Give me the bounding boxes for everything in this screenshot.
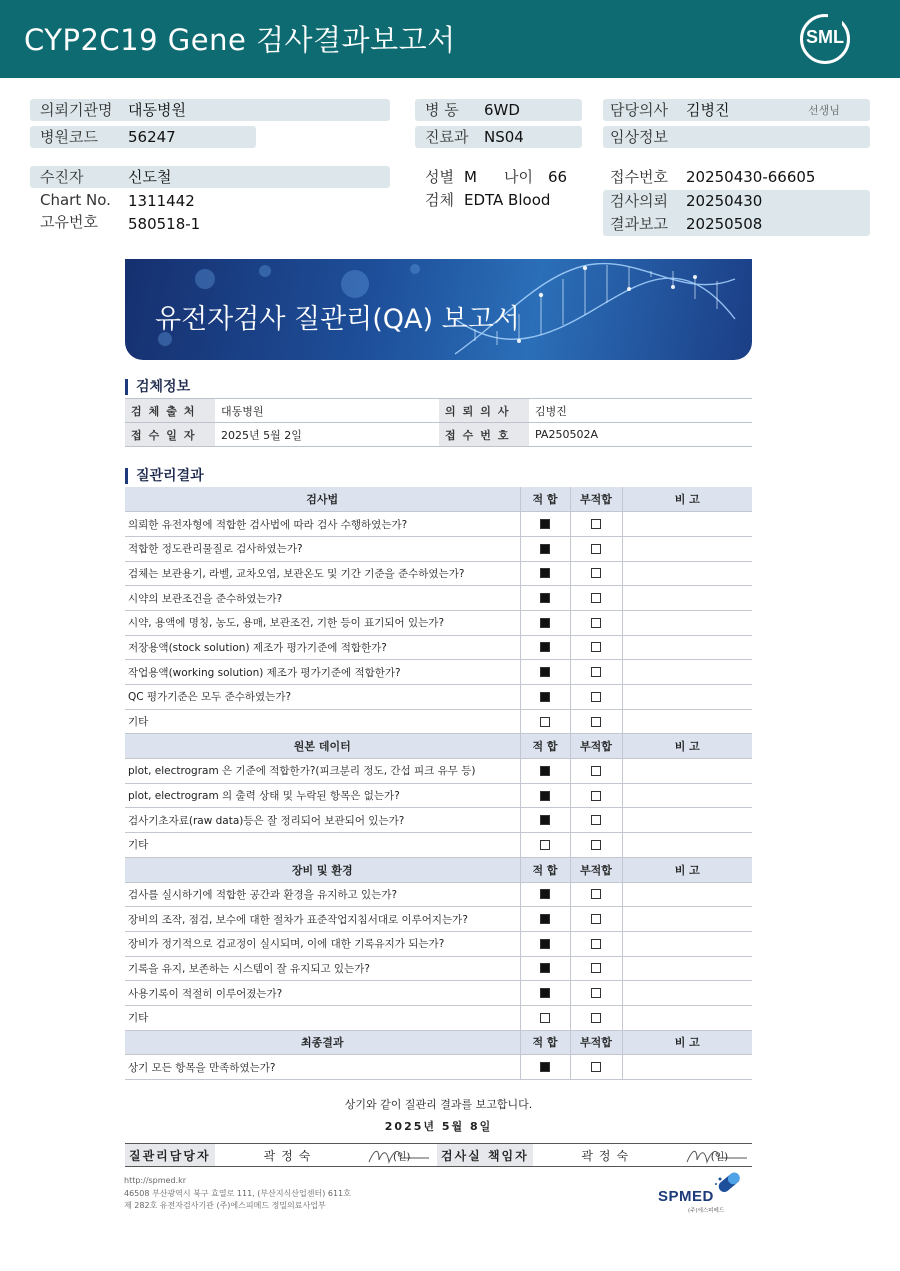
fail-checkbox[interactable]: [591, 544, 601, 554]
qa-note-cell: [622, 561, 752, 586]
pass-checkbox[interactable]: [540, 1062, 550, 1072]
table-row: [125, 536, 752, 561]
qa-note-cell: [622, 512, 752, 537]
qa-note-cell: [622, 1055, 752, 1080]
request-date-value: 20250430: [686, 192, 763, 210]
fail-checkbox[interactable]: [591, 988, 601, 998]
qa-note-cell: [622, 685, 752, 710]
qa-item-text: 기타: [125, 833, 520, 858]
qc-seal: (인): [393, 1152, 411, 1163]
qa-group-title: 검사법: [125, 487, 520, 512]
patient-name-label: 수진자: [40, 168, 84, 186]
footer: [124, 1175, 351, 1213]
institution-label: 의뢰기관명: [40, 101, 113, 119]
fail-checkbox[interactable]: [591, 593, 601, 603]
ward-value: 6WD: [484, 101, 520, 119]
sex-value: M: [464, 168, 477, 186]
qc-manager-name: 곽정숙: [215, 1144, 365, 1167]
doctor-suffix: 선생님: [808, 104, 840, 117]
pass-checkbox[interactable]: [540, 519, 550, 529]
qa-note-cell: [622, 931, 752, 956]
qa-note-cell: [622, 536, 752, 561]
requester-value: 김병진: [529, 399, 752, 423]
lab-seal: (인): [710, 1152, 729, 1163]
qa-group-header: [125, 857, 752, 882]
col-fail-header: 부적합: [570, 734, 622, 759]
statement-date: 2025년 5월 8일: [384, 1120, 493, 1133]
dept-label: 진료과: [425, 128, 469, 146]
pass-checkbox[interactable]: [540, 568, 550, 578]
unique-id-label: 고유번호: [40, 213, 98, 231]
spmed-logo-text: SPMED: [658, 1188, 714, 1205]
qa-note-cell: [622, 660, 752, 685]
fail-checkbox[interactable]: [591, 568, 601, 578]
qa-note-cell: [622, 709, 752, 734]
qa-group-title: 최종결과: [125, 1030, 520, 1055]
received-label: 접수일자: [125, 423, 215, 447]
hospital-code-value: 56247: [128, 128, 176, 146]
pass-checkbox[interactable]: [540, 544, 550, 554]
pass-checkbox[interactable]: [540, 939, 550, 949]
requester-label: 의뢰의사: [439, 399, 529, 423]
table-row: [125, 709, 752, 734]
pass-checkbox[interactable]: [540, 914, 550, 924]
table-row: [125, 610, 752, 635]
signature-table: [125, 1143, 752, 1167]
patient-name-value: 신도철: [128, 168, 172, 186]
qa-note-cell: [622, 783, 752, 808]
col-pass-header: 적 합: [520, 1030, 570, 1055]
qa-note-cell: [622, 981, 752, 1006]
number-value: PA250502A: [529, 423, 752, 447]
qa-note-cell: [622, 956, 752, 981]
qa-note-cell: [622, 610, 752, 635]
table-row: [125, 512, 752, 537]
sex-label: 성별: [425, 168, 454, 186]
receipt-no-value: 20250430-66605: [686, 168, 816, 186]
table-row: [125, 423, 752, 447]
fail-checkbox[interactable]: [591, 815, 601, 825]
table-row: [125, 956, 752, 981]
sml-logo: [800, 14, 850, 64]
table-row: [125, 561, 752, 586]
spmed-logo-sub: (주)에스피메드: [688, 1208, 725, 1214]
col-note-header: 비 고: [622, 734, 752, 759]
qa-item-text: 기록을 유지, 보존하는 시스템이 잘 유지되고 있는가?: [125, 956, 520, 981]
pass-checkbox[interactable]: [540, 766, 550, 776]
fail-checkbox[interactable]: [591, 642, 601, 652]
pass-checkbox[interactable]: [540, 840, 550, 850]
qa-note-cell: [622, 808, 752, 833]
qa-note-cell: [622, 1005, 752, 1030]
source-value: 대동병원: [215, 399, 439, 423]
qa-item-text: 기타: [125, 1005, 520, 1030]
fail-checkbox[interactable]: [591, 840, 601, 850]
fail-checkbox[interactable]: [591, 766, 601, 776]
qa-item-text: 사용기록이 적절히 이루어졌는가?: [125, 981, 520, 1006]
qa-note-cell: [622, 586, 752, 611]
qa-note-cell: [622, 635, 752, 660]
table-row: [125, 833, 752, 858]
footer-address: 46508 부산광역시 북구 효열로 111, (부산지식산업센터) 611호: [124, 1188, 351, 1198]
qa-group-header: [125, 734, 752, 759]
col-note-header: 비 고: [622, 857, 752, 882]
table-row: [125, 981, 752, 1006]
pass-checkbox[interactable]: [540, 963, 550, 973]
table-row: [125, 907, 752, 932]
table-row: [125, 931, 752, 956]
qa-item-text: 기타: [125, 709, 520, 734]
report-date-value: 20250508: [686, 215, 763, 233]
fail-checkbox[interactable]: [591, 519, 601, 529]
qa-item-text: plot, electrogram 의 출력 상태 및 누락된 항목은 없는가?: [125, 783, 520, 808]
fail-checkbox[interactable]: [591, 667, 601, 677]
table-row: [125, 586, 752, 611]
qa-item-text: 적합한 정도관리물질로 검사하였는가?: [125, 536, 520, 561]
fail-checkbox[interactable]: [591, 963, 601, 973]
col-note-header: 비 고: [622, 487, 752, 512]
qc-manager-label: 질관리담당자: [125, 1144, 215, 1167]
pass-checkbox[interactable]: [540, 667, 550, 677]
dept-value: NS04: [484, 128, 524, 146]
received-value: 2025년 5월 2일: [215, 423, 439, 447]
receipt-no-label: 접수번호: [610, 168, 668, 186]
pass-checkbox[interactable]: [540, 618, 550, 628]
qa-results-table: [125, 487, 752, 1080]
qa-item-text: 의뢰한 유전자형에 적합한 검사법에 따라 검사 수행하였는가?: [125, 512, 520, 537]
fail-checkbox[interactable]: [591, 791, 601, 801]
fail-checkbox[interactable]: [591, 692, 601, 702]
qa-group-title: 장비 및 환경: [125, 857, 520, 882]
table-row: [125, 685, 752, 710]
qa-banner: [125, 259, 752, 360]
report-header: [0, 0, 900, 78]
pass-checkbox[interactable]: [540, 791, 550, 801]
report-statement: 상기와 같이 질관리 결과를 보고합니다.: [344, 1098, 533, 1111]
clinical-info-label: 임상정보: [610, 128, 668, 146]
age-value: 66: [548, 168, 568, 186]
report-date-label: 결과보고: [610, 215, 668, 233]
qa-note-cell: [622, 833, 752, 858]
qa-item-text: 검사기초자료(raw data)등은 잘 정리되어 보관되어 있는가?: [125, 808, 520, 833]
qa-item-text: 장비의 조작, 점검, 보수에 대한 절차가 표준작업지침서대로 이루어지는가?: [125, 907, 520, 932]
qa-item-text: 작업용액(working solution) 제조가 평가기준에 적합한가?: [125, 660, 520, 685]
qa-item-text: 장비가 정기적으로 검교정이 실시되며, 이에 대한 기록유지가 되는가?: [125, 931, 520, 956]
ward-label: 병 동: [425, 101, 459, 119]
specimen-section-title: 검체정보: [125, 379, 190, 395]
col-pass-header: 적 합: [520, 857, 570, 882]
qa-group-header: [125, 1030, 752, 1055]
spmed-logo: [658, 1170, 748, 1216]
pass-checkbox[interactable]: [540, 593, 550, 603]
table-row: [125, 635, 752, 660]
col-fail-header: 부적합: [570, 1030, 622, 1055]
qa-note-cell: [622, 759, 752, 784]
fail-checkbox[interactable]: [591, 717, 601, 727]
table-row: [125, 882, 752, 907]
banner-title: 유전자검사 질관리(QA) 보고서: [155, 304, 520, 335]
footer-registration: 제 282호 유전자검사기관 (주)에스피메드 정밀의료사업부: [124, 1201, 326, 1210]
col-fail-header: 부적합: [570, 857, 622, 882]
fail-checkbox[interactable]: [591, 618, 601, 628]
request-date-label: 검사의뢰: [610, 192, 668, 210]
doctor-value: 김병진: [686, 101, 730, 119]
footer-url[interactable]: http://spmed.kr: [124, 1176, 187, 1185]
pass-checkbox[interactable]: [540, 988, 550, 998]
qa-item-text: 검사를 실시하기에 적합한 공간과 환경을 유지하고 있는가?: [125, 882, 520, 907]
qa-item-text: 시약, 용액에 명칭, 농도, 용매, 보관조건, 기한 등이 표기되어 있는가?: [125, 610, 520, 635]
chart-no-label: Chart No.: [40, 191, 111, 209]
table-row: [125, 660, 752, 685]
fail-checkbox[interactable]: [591, 1013, 601, 1023]
hospital-code-label: 병원코드: [40, 128, 98, 146]
qa-item-text: 시약의 보관조건을 준수하였는가?: [125, 586, 520, 611]
pass-checkbox[interactable]: [540, 815, 550, 825]
pass-checkbox[interactable]: [540, 889, 550, 899]
pass-checkbox[interactable]: [540, 717, 550, 727]
fail-checkbox[interactable]: [591, 1062, 601, 1072]
pass-checkbox[interactable]: [540, 642, 550, 652]
age-label: 나이: [504, 168, 533, 186]
chart-no-value: 1311442: [128, 192, 195, 210]
specimen-label: 검체: [425, 191, 454, 209]
table-row: [125, 808, 752, 833]
col-pass-header: 적 합: [520, 487, 570, 512]
qa-group-header: [125, 487, 752, 512]
qa-item-text: 검체는 보관용기, 라벨, 교차오염, 보관온도 및 기간 기준을 준수하였는가?: [125, 561, 520, 586]
table-row: [125, 1055, 752, 1080]
specimen-table: [125, 398, 752, 447]
col-note-header: 비 고: [622, 1030, 752, 1055]
col-fail-header: 부적합: [570, 487, 622, 512]
table-row: [125, 1005, 752, 1030]
qa-item-text: 저장용액(stock solution) 제조가 평가기준에 적합한가?: [125, 635, 520, 660]
report-title: CYP2C19 Gene 검사결과보고서: [24, 23, 456, 57]
table-row: [125, 759, 752, 784]
qa-item-text: 상기 모든 항목을 만족하였는가?: [125, 1055, 520, 1080]
table-row: [125, 399, 752, 423]
lab-director-label: 검사실 책임자: [437, 1144, 533, 1167]
pass-checkbox[interactable]: [540, 1013, 550, 1023]
specimen-value: EDTA Blood: [464, 191, 551, 209]
qc-signature: [365, 1144, 437, 1167]
pass-checkbox[interactable]: [540, 692, 550, 702]
lab-director-name: 곽정숙: [533, 1144, 683, 1167]
qa-item-text: QC 평가기준은 모두 준수하였는가?: [125, 685, 520, 710]
fail-checkbox[interactable]: [591, 939, 601, 949]
qa-note-cell: [622, 882, 752, 907]
institution-value: 대동병원: [128, 101, 186, 119]
qa-section-title: 질관리결과: [125, 468, 204, 484]
table-row: [125, 783, 752, 808]
unique-id-value: 580518-1: [128, 215, 201, 233]
source-label: 검체출처: [125, 399, 215, 423]
fail-checkbox[interactable]: [591, 889, 601, 899]
lab-signature: [683, 1144, 752, 1167]
logo-text: SML: [806, 27, 844, 47]
qa-note-cell: [622, 907, 752, 932]
table-row: [125, 1144, 752, 1167]
qa-item-text: plot, electrogram 은 기준에 적합한가?(피크분리 정도, 간섭 피크 유무 등): [125, 759, 520, 784]
col-pass-header: 적 합: [520, 734, 570, 759]
fail-checkbox[interactable]: [591, 914, 601, 924]
number-label: 접수번호: [439, 423, 529, 447]
doctor-label: 담당의사: [610, 101, 668, 119]
qa-group-title: 원본 데이터: [125, 734, 520, 759]
